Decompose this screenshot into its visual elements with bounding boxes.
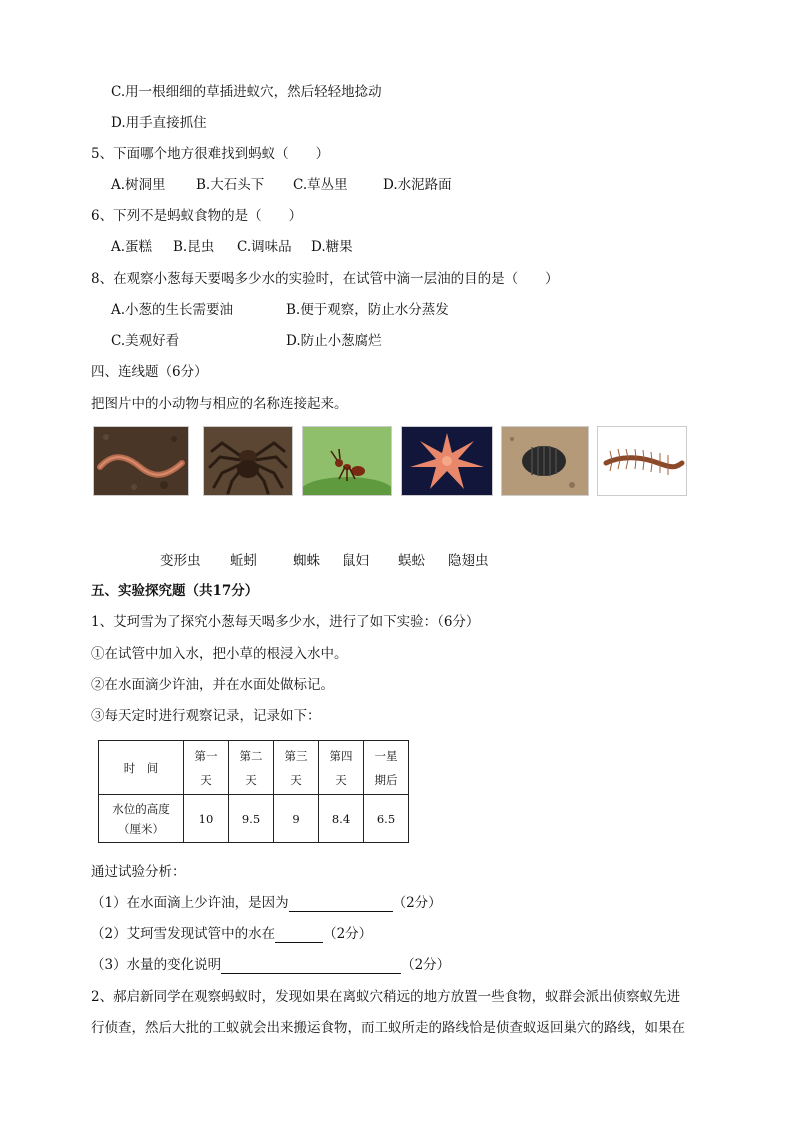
sub3-text: （3）水量的变化说明 [91, 957, 222, 973]
sub-question-1 [91, 894, 442, 912]
sub2-points: （2分） [323, 926, 373, 942]
q5-option-b: B.大石头下 [196, 177, 265, 193]
answer-blank-1[interactable] [289, 897, 393, 912]
earthworm-photo [93, 426, 189, 496]
answer-blank-2[interactable] [275, 928, 323, 943]
table-row-header-time: 时 间 [99, 741, 184, 795]
q-prev-option-c: C.用一根细细的草插进蚁穴，然后轻轻地捻动 [111, 84, 382, 100]
section5-step1: ①在试管中加入水，把小草的根浸入水中。 [91, 646, 348, 662]
section5-step3: ③每天定时进行观察记录，记录如下： [91, 708, 321, 724]
sub2-text: （2）艾珂雪发现试管中的水在 [91, 926, 276, 942]
spider-photo [203, 426, 293, 496]
q6-stem: 6、下列不是蚂蚁食物的是（ ） [91, 208, 303, 224]
section4-instruction: 把图片中的小动物与相应的名称连接起来。 [91, 396, 348, 412]
sub1-points: （2分） [392, 895, 442, 911]
centipede-photo [597, 426, 687, 496]
table-cell-day3: 9 [274, 795, 319, 843]
q6-option-c: C.调味品 [237, 239, 292, 255]
match-name-4: 鼠妇 [342, 553, 369, 569]
section5-title: 五、实验探究题（共17分） [91, 583, 259, 599]
q6-option-b: B.昆虫 [173, 239, 215, 255]
table-col-5-header: 一星 期后 [364, 741, 409, 795]
q6-option-a: A.蛋糕 [111, 239, 153, 255]
table-row-header-height: 水位的高度 （厘米） [99, 795, 184, 843]
q5-stem: 5、下面哪个地方很难找到蚂蚁（ ） [91, 146, 330, 162]
table-cell-day2: 9.5 [229, 795, 274, 843]
q8-stem: 8、在观察小葱每天要喝多少水的实验时，在试管中滴一层油的目的是（ ） [91, 271, 559, 287]
q8-option-a: A.小葱的生长需要油 [111, 302, 234, 318]
q6-option-d: D.糖果 [311, 239, 353, 255]
section5-q2-line2: 行侦查，然后大批的工蚁就会出来搬运食物，而工蚁所走的路线恰是侦查蚁返回巢穴的路线，如果在 [91, 1020, 685, 1036]
match-name-3: 蜘蛛 [293, 553, 320, 569]
table-col-2-header: 第二 天 [229, 741, 274, 795]
match-name-2: 蚯蚓 [230, 553, 257, 569]
sub3-points: （2分） [401, 957, 451, 973]
match-name-5: 蜈蚣 [398, 553, 425, 569]
table-cell-day1: 10 [184, 795, 229, 843]
q5-option-a: A.树洞里 [111, 177, 166, 193]
q8-option-c: C.美观好看 [111, 333, 180, 349]
sub-question-2 [91, 925, 372, 943]
match-name-6: 隐翅虫 [448, 553, 489, 569]
table-cell-day4: 8.4 [319, 795, 364, 843]
table-col-1-header: 第一 天 [184, 741, 229, 795]
pillbug-photo [501, 426, 589, 496]
ant-photo [302, 426, 392, 496]
section4-title: 四、连线题（6分） [91, 364, 208, 380]
water-level-table [98, 740, 409, 843]
analysis-label: 通过试验分析： [91, 864, 186, 880]
answer-blank-3[interactable] [221, 959, 401, 974]
section5-q1-stem: 1、艾珂雪为了探究小葱每天喝多少水，进行了如下实验：（6分） [91, 614, 480, 630]
match-name-1: 变形虫 [160, 553, 201, 569]
table-col-3-header: 第三 天 [274, 741, 319, 795]
q8-option-d: D.防止小葱腐烂 [286, 333, 382, 349]
q5-option-c: C.草丛里 [293, 177, 348, 193]
q5-option-d: D.水泥路面 [383, 177, 452, 193]
sub1-text: （1）在水面滴上少许油，是因为 [91, 895, 289, 911]
section5-step2: ②在水面滴少许油，并在水面处做标记。 [91, 677, 334, 693]
table-col-4-header: 第四 天 [319, 741, 364, 795]
section5-q2-line1: 2、郝启新同学在观察蚂蚁时，发现如果在离蚁穴稍远的地方放置一些食物，蚁群会派出侦察蚁先进 [91, 989, 681, 1005]
table-cell-week: 6.5 [364, 795, 409, 843]
sub-question-3 [91, 956, 450, 974]
q-prev-option-d: D.用手直接抓住 [111, 115, 207, 131]
starfish-photo [401, 426, 493, 496]
q8-option-b: B.便于观察，防止水分蒸发 [286, 302, 449, 318]
